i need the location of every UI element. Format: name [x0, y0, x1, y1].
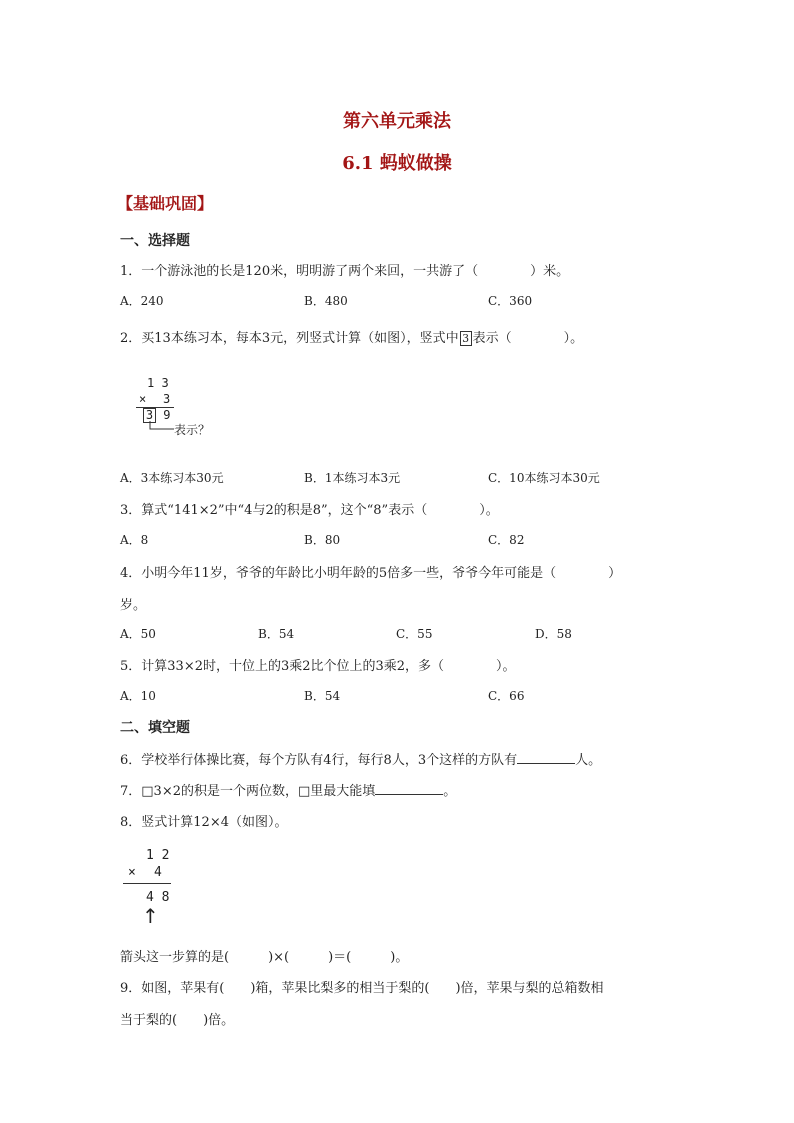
q2-text-after: 表示（ ）。 [472, 331, 584, 346]
q4-option-a: A．50 [120, 627, 156, 641]
question-2 [120, 327, 583, 346]
q2-calc-result-box: 3 [143, 408, 156, 423]
q6-text: 6．学校举行体操比赛，每个方队有4行，每行8人，3个这样的方队有 [120, 753, 518, 768]
q1-option-a: A．240 [120, 294, 164, 308]
q2-pointer-line [146, 421, 176, 433]
q8-calc-top: 1 2 [146, 848, 170, 863]
question-8: 8．竖式计算12×4（如图）。 [120, 815, 288, 830]
q2-option-a: A．3本练习本30元 [120, 471, 224, 485]
q7-answer-blank[interactable] [375, 794, 443, 795]
question-1: 1．一个游泳池的长是120米，明明游了两个来回，一共游了（ ）米。 [120, 264, 570, 279]
question-7 [120, 780, 456, 799]
q4-option-b: B．54 [258, 627, 295, 641]
q5-option-c: C．66 [488, 689, 525, 703]
q2-calc-top: 1 3 [147, 376, 169, 390]
q4-option-c: C．55 [396, 627, 433, 641]
question-9-line2: 当于梨的( )倍。 [120, 1013, 235, 1028]
question-4-line2: 岁。 [120, 598, 147, 613]
q5-option-b: B．54 [304, 689, 341, 703]
q2-text-before: 2．买13本练习本，每本3元，列竖式计算（如图），竖式中 [120, 331, 459, 346]
q8-calc-multiplier: 4 [154, 865, 162, 880]
question-3: 3．算式“141×2”中“4与2的积是8”，这个“8”表示（ ）。 [120, 503, 499, 518]
q4-option-d: D．58 [535, 627, 572, 641]
page-title: 第六单元乘法 [343, 111, 451, 132]
q2-option-b: B．1本练习本3元 [304, 471, 401, 485]
q6-answer-blank[interactable] [517, 763, 575, 764]
q5-option-a: A．10 [120, 689, 156, 703]
page-subtitle: 6.1 蚂蚁做操 [342, 153, 452, 174]
q8-calc-rule [123, 883, 171, 884]
question-9-line1: 9．如图，苹果有( )箱，苹果比梨多的相当于梨的( )倍，苹果与梨的总箱数相 [120, 981, 604, 996]
q8-calc-op: × [128, 865, 136, 880]
q2-calc-op: × [139, 392, 147, 406]
q1-option-b: B．480 [304, 294, 348, 308]
part1-heading: 一、选择题 [120, 233, 190, 249]
q6-text-after: 人。 [575, 753, 602, 768]
q3-option-a: A．8 [120, 533, 149, 547]
question-4-line1: 4．小明今年11岁，爷爷的年龄比小明年龄的5倍多一些，爷爷今年可能是（ ） [120, 566, 622, 581]
q3-option-b: B．80 [304, 533, 341, 547]
q7-text: 7．□3×2的积是一个两位数，□里最大能填 [120, 784, 376, 799]
section-tag: 【基础巩固】 [117, 194, 214, 213]
q2-option-c: C．10本练习本30元 [488, 471, 600, 485]
q7-text-after: 。 [443, 784, 457, 799]
q2-calc-result-rest: 9 [163, 408, 171, 422]
q2-calc-multiplier: 3 [163, 392, 171, 406]
q8-answer-line: 箭头这一步算的是( )×( )＝( )。 [120, 950, 409, 965]
question-6 [120, 749, 601, 768]
q2-calc-note: 表示？ [174, 423, 211, 437]
q8-calc-result: 4 8 [146, 890, 170, 905]
question-5: 5．计算33×2时，十位上的3乘2比个位上的3乘2，多（ ）。 [120, 659, 516, 674]
q8-arrow-up-icon: ↑ [142, 904, 159, 928]
q3-option-c: C．82 [488, 533, 525, 547]
q1-option-c: C．360 [488, 294, 533, 308]
q2-boxed-digit: 3 [460, 331, 472, 346]
part2-heading: 二、填空题 [120, 720, 190, 736]
